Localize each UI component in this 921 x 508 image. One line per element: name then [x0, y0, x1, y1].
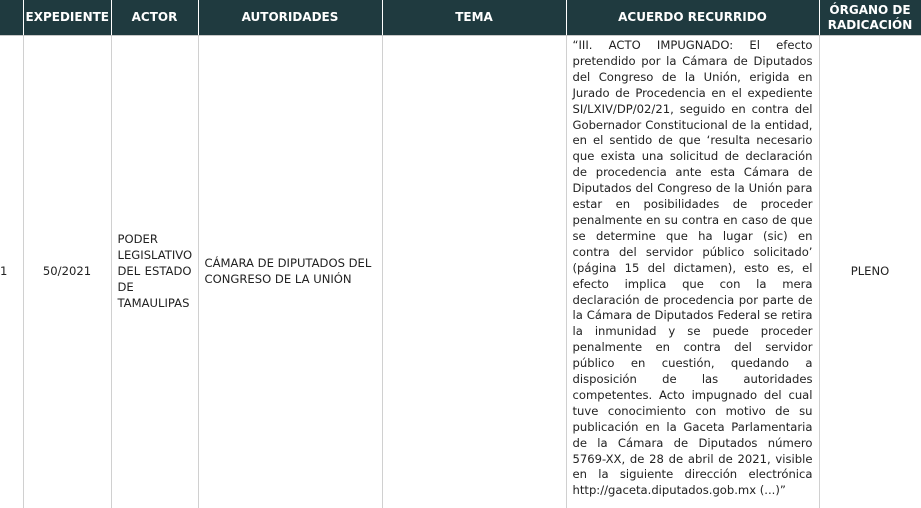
cell-tema [382, 36, 566, 508]
header-expediente: EXPEDIENTE [23, 0, 111, 36]
table-header [0, 0, 921, 36]
header-row [0, 0, 921, 36]
cell-acuerdo: “III. ACTO IMPUGNADO: El efecto pretendido por la Cámara de Diputados del Congreso de la Unión, erigida en Jurado de Procedencia en el expediente SI/LXIV/DP/02/21, seguido en contra del Gobernador Constitucional de la entidad, en el sentido de que ‘resulta necesario que exista una solicitud de declaración de procedencia ante esta Cámara de Diputados del Congreso de la Unión para estar en posibilidades de proceder penalmente en su contra en caso de que se determine que ha lugar (sic) en contra del servidor público solicitado’ (página 15 del dictamen), esto es, el efecto implica que con la mera declaración de procedencia por parte de la Cámara de Diputados Federal se retira la inmunidad y se puede proceder penalmente en contra del servidor público en cuestión, quedando a disposición de las autoridades competentes. Acto impugnado del cual tuve conocimiento con motivo de su publicación en la Gaceta Parlamentaria de la Cámara de Diputados número 5769-XX, de 28 de abril de 2021, visible en la siguiente dirección electrónica http://gaceta.diputados.gob.mx (...)” [566, 36, 819, 508]
table-row [0, 36, 921, 508]
cell-organo: PLENO [819, 36, 921, 508]
header-tema: TEMA [382, 0, 566, 36]
table-body [0, 36, 921, 508]
header-organo: ÓRGANO DE RADICACIÓN [819, 0, 921, 36]
cell-actor: PODER LEGISLATIVO DEL ESTADO DE TAMAULIPAS [111, 36, 198, 508]
header-acuerdo: ACUERDO RECURRIDO [566, 0, 819, 36]
header-autoridades: AUTORIDADES [198, 0, 382, 36]
cell-num: 1 [0, 36, 23, 508]
header-actor: ACTOR [111, 0, 198, 36]
cell-expediente: 50/2021 [23, 36, 111, 508]
cell-autoridades: CÁMARA DE DIPUTADOS DEL CONGRESO DE LA UNIÓN [198, 36, 382, 508]
header-num [0, 0, 23, 36]
